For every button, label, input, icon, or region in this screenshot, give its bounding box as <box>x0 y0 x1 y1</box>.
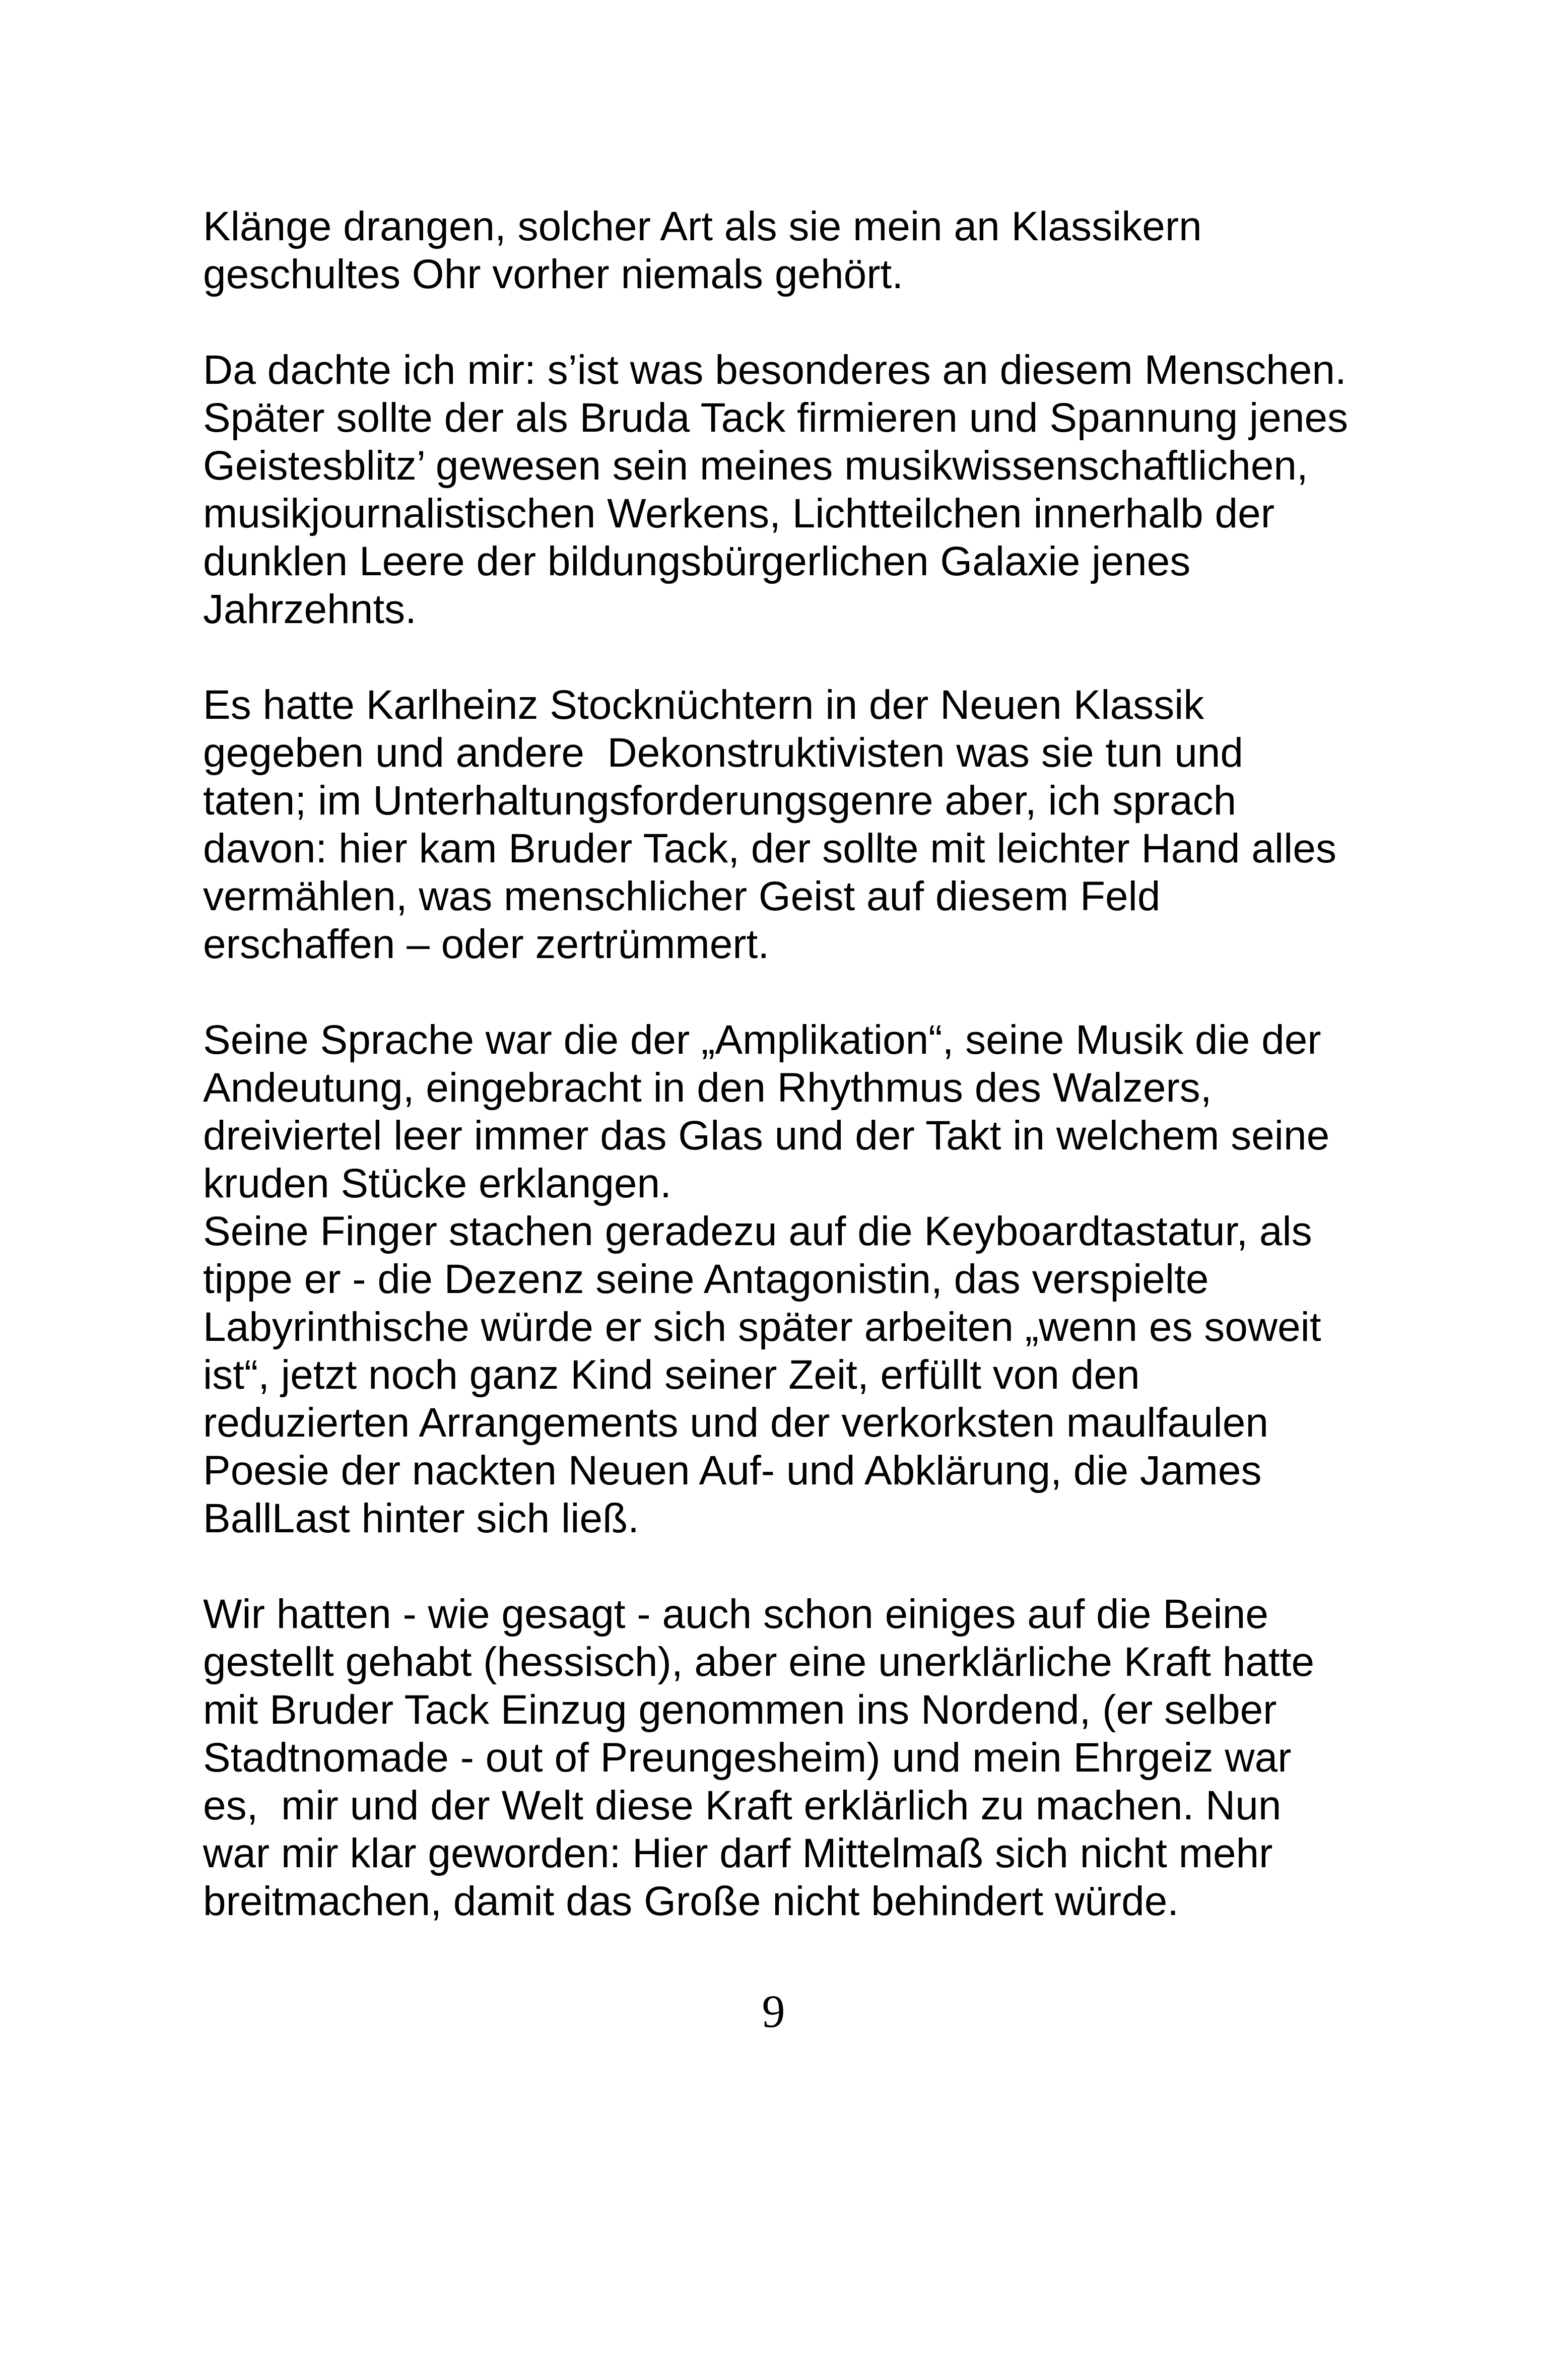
text-line: Stadtnomade - out of Preungesheim) und mein Ehrgeiz war <box>203 1735 1292 1781</box>
text-line: taten; im Unterhaltungsforderungsgenre aber, ich sprach <box>203 778 1237 824</box>
text-line: breitmachen, damit das Große nicht behindert würde. <box>203 1878 1179 1924</box>
text-line: erschaffen – oder zertrümmert. <box>203 921 770 967</box>
text-line: gestellt gehabt (hessisch), aber eine unerklärliche Kraft hatte <box>203 1639 1315 1685</box>
body-text <box>203 202 1402 1925</box>
page-number: 9 <box>762 1986 785 2037</box>
text-line: Wir hatten - wie gesagt - auch schon einiges auf die Beine <box>203 1591 1268 1637</box>
paragraph <box>203 346 1402 633</box>
text-line: Jahrzehnts. <box>203 586 417 632</box>
text-line: war mir klar geworden: Hier darf Mittelmaß sich nicht mehr <box>203 1830 1273 1876</box>
text-line: Später sollte der als Bruda Tack firmieren und Spannung jenes <box>203 395 1349 441</box>
text-line: BallLast hinter sich ließ. <box>203 1495 639 1541</box>
text-line: Seine Sprache war die der „Amplikation“, seine Musik die der <box>203 1017 1321 1063</box>
text-line: ist“, jetzt noch ganz Kind seiner Zeit, erfüllt von den <box>203 1352 1140 1398</box>
paragraph-gap <box>203 298 1402 346</box>
text-line: kruden Stücke erklangen. <box>203 1161 671 1206</box>
text-line: Andeutung, eingebracht in den Rhythmus des Walzers, <box>203 1065 1212 1111</box>
paragraph <box>203 202 1402 298</box>
text-line: Geistesblitz’ gewesen sein meines musikwissenschaftlichen, <box>203 443 1308 489</box>
text-line: tippe er - die Dezenz seine Antagonistin, das verspielte <box>203 1256 1209 1302</box>
text-line: musikjournalistischen Werkens, Lichtteilchen innerhalb der <box>203 491 1274 536</box>
text-line: Es hatte Karlheinz Stocknüchtern in der Neuen Klassik <box>203 682 1204 728</box>
paragraph-gap <box>203 1542 1402 1590</box>
text-line: geschultes Ohr vorher niemals gehört. <box>203 251 904 297</box>
paragraph-gap <box>203 968 1402 1016</box>
text-line: mit Bruder Tack Einzug genommen ins Nordend, (er selber <box>203 1687 1277 1733</box>
text-line: dreiviertel leer immer das Glas und der Takt in welchem seine <box>203 1113 1330 1159</box>
text-line: dunklen Leere der bildungsbürgerlichen Galaxie jenes <box>203 538 1191 584</box>
paragraph <box>203 681 1402 968</box>
paragraph <box>203 1016 1402 1542</box>
text-line: Poesie der nackten Neuen Auf- und Abklärung, die James <box>203 1448 1262 1493</box>
text-line: gegeben und andere Dekonstruktivisten was sie tun und <box>203 730 1244 776</box>
text-line: reduzierten Arrangements und der verkorksten maulfaulen <box>203 1400 1268 1446</box>
text-line: es, mir und der Welt diese Kraft erklärlich zu machen. Nun <box>203 1783 1282 1828</box>
paragraph <box>203 1590 1402 1925</box>
paragraph-gap <box>203 633 1402 681</box>
text-line: Da dachte ich mir: s’ist was besonderes an diesem Menschen. <box>203 347 1347 393</box>
text-line: Klänge drangen, solcher Art als sie mein an Klassikern <box>203 203 1202 249</box>
text-line: Labyrinthische würde er sich später arbeiten „wenn es soweit <box>203 1304 1321 1350</box>
text-line: Seine Finger stachen geradezu auf die Keyboardtastatur, als <box>203 1208 1312 1254</box>
text-line: davon: hier kam Bruder Tack, der sollte mit leichter Hand alles <box>203 826 1336 871</box>
text-line: vermählen, was menschlicher Geist auf diesem Feld <box>203 873 1161 919</box>
